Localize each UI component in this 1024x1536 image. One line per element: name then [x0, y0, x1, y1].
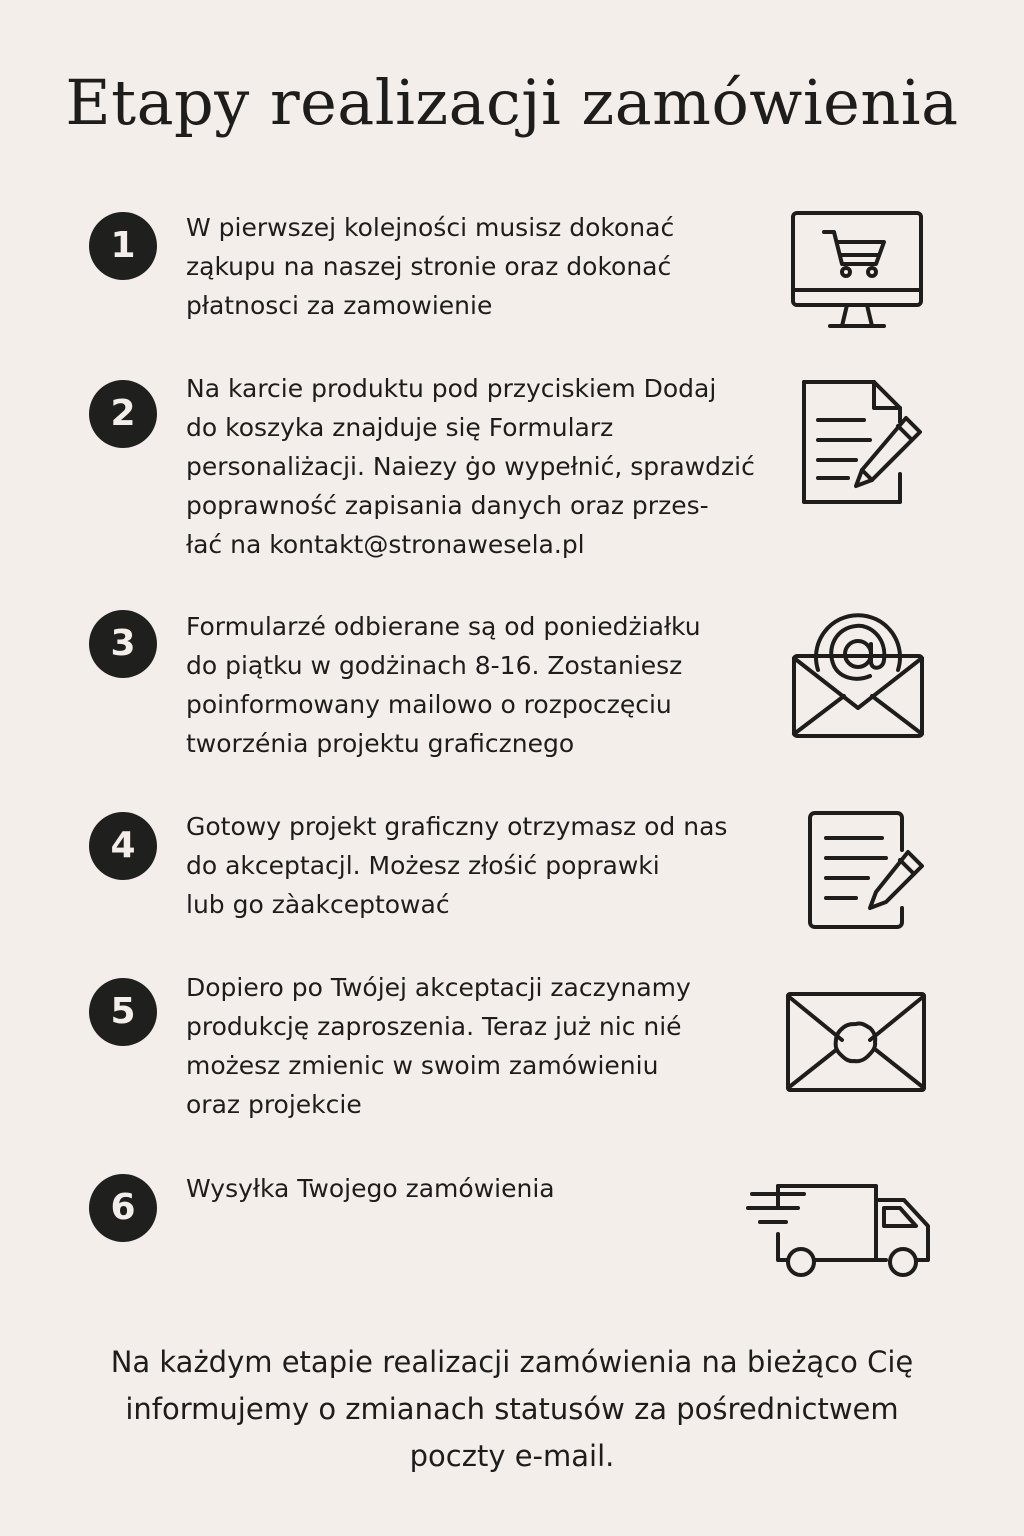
step-description: Na karcie produktu pod przyciskiem Dodaj do koszyka znajduje się Formularz personaliżacji. Naiezy ġo wypełnić, sprawdzić poprawność zapisania danych oraz przes- łać na kontakt@stronawesela.pl: [186, 374, 755, 559]
footer-note: Na każdym etapie realizacji zamówienia na bieżąco Cię informujemy o zmianach statusów za pośrednictwem poczty e-mail.: [110, 1345, 914, 1473]
computer-cart-icon: [790, 210, 924, 330]
step-number-badge: 4: [89, 812, 157, 880]
step-number-badge: 2: [89, 380, 157, 448]
sealed-envelope-icon: [784, 990, 928, 1094]
document-edit-icon: [806, 810, 926, 930]
step-number-badge: 6: [89, 1174, 157, 1242]
step-description: W pierwszej kolejności musisz dokonać ząkupu na naszej stronie oraz dokonać płatnosci za zamowienie: [186, 213, 675, 320]
page-title: Etapy realizacji zamówienia: [65, 66, 959, 139]
document-pencil-icon: [800, 378, 926, 508]
step-number-badge: 5: [89, 978, 157, 1046]
email-at-icon: [790, 608, 926, 740]
step-number-badge: 3: [89, 610, 157, 678]
step-description: Formularzé odbierane są od poniedżiałku do piątku w godżinach 8-16. Zostaniesz poinformowany mailowo o rozpoczęciu tworzénia projektu graficznego: [186, 612, 701, 758]
step-description: Wysyłka Twojego zamówienia: [186, 1174, 555, 1203]
delivery-truck-icon: [746, 1182, 932, 1278]
step-description: Dopiero po Twójej akceptacji zaczynamy produkcję zaproszenia. Teraz już nic nié możesz zmienic w swoim zamówieniu oraz projekcie: [186, 973, 691, 1119]
step-number-badge: 1: [89, 212, 157, 280]
step-description: Gotowy projekt graficzny otrzymasz od nas do akceptacjl. Możesz złośić poprawki lub go zàakceptować: [186, 812, 728, 919]
